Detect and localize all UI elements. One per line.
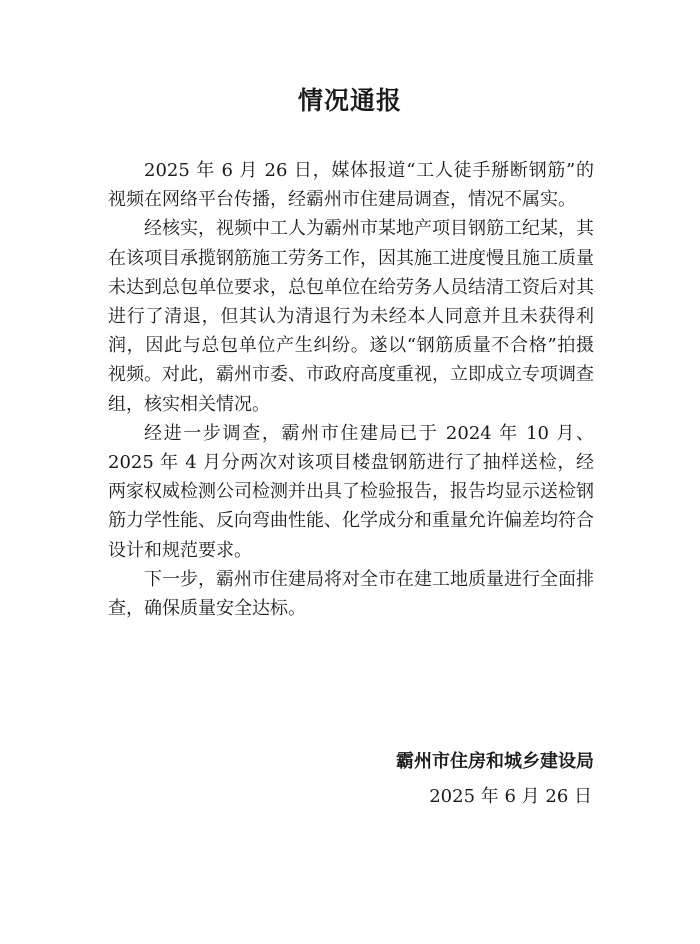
paragraph-1: 2025 年 6 月 26 日，媒体报道“工人徒手掰断钢筋”的视频在网络平台传播，经霸州市住建局调查，情况不属实。 — [108, 160, 594, 211]
document-title: 情况通报 — [297, 86, 402, 115]
paragraph-2: 经核实，视频中工人为霸州市某地产项目钢筋工纪某，其在该项目承揽钢筋施工劳务工作，因其施工进度慢且施工质量未达到总包单位要求，总包单位在给劳务人员结清工资后对其进行了清退，但其认为清退行为未经本人同意并且未获得利润，因此与总包单位产生纠纷。遂以“钢筋质量不合格”拍摄视频。对此，霸州市委、市政府高度重视，立即成立专项调查组，核实相关情况。 — [108, 218, 594, 415]
document-body — [108, 156, 594, 623]
signature-date: 2025 年 6 月 26 日 — [429, 786, 592, 807]
signature-organization: 霸州市住房和城乡建设局 — [396, 751, 594, 772]
paragraph-4: 下一步，霸州市住建局将对全市在建工地质量进行全面排查，确保质量安全达标。 — [108, 568, 594, 620]
paragraph-3: 经进一步调查，霸州市住建局已于 2024 年 10 月、2025 年 4 月分两次对该项目楼盘钢筋进行了抽样送检，经两家权威检测公司检测并出具了检验报告，报告均显示送检钢筋力学性能、反向弯曲性能、化学成分和重量允许偏差均符合设计和规范要求。 — [108, 422, 594, 561]
